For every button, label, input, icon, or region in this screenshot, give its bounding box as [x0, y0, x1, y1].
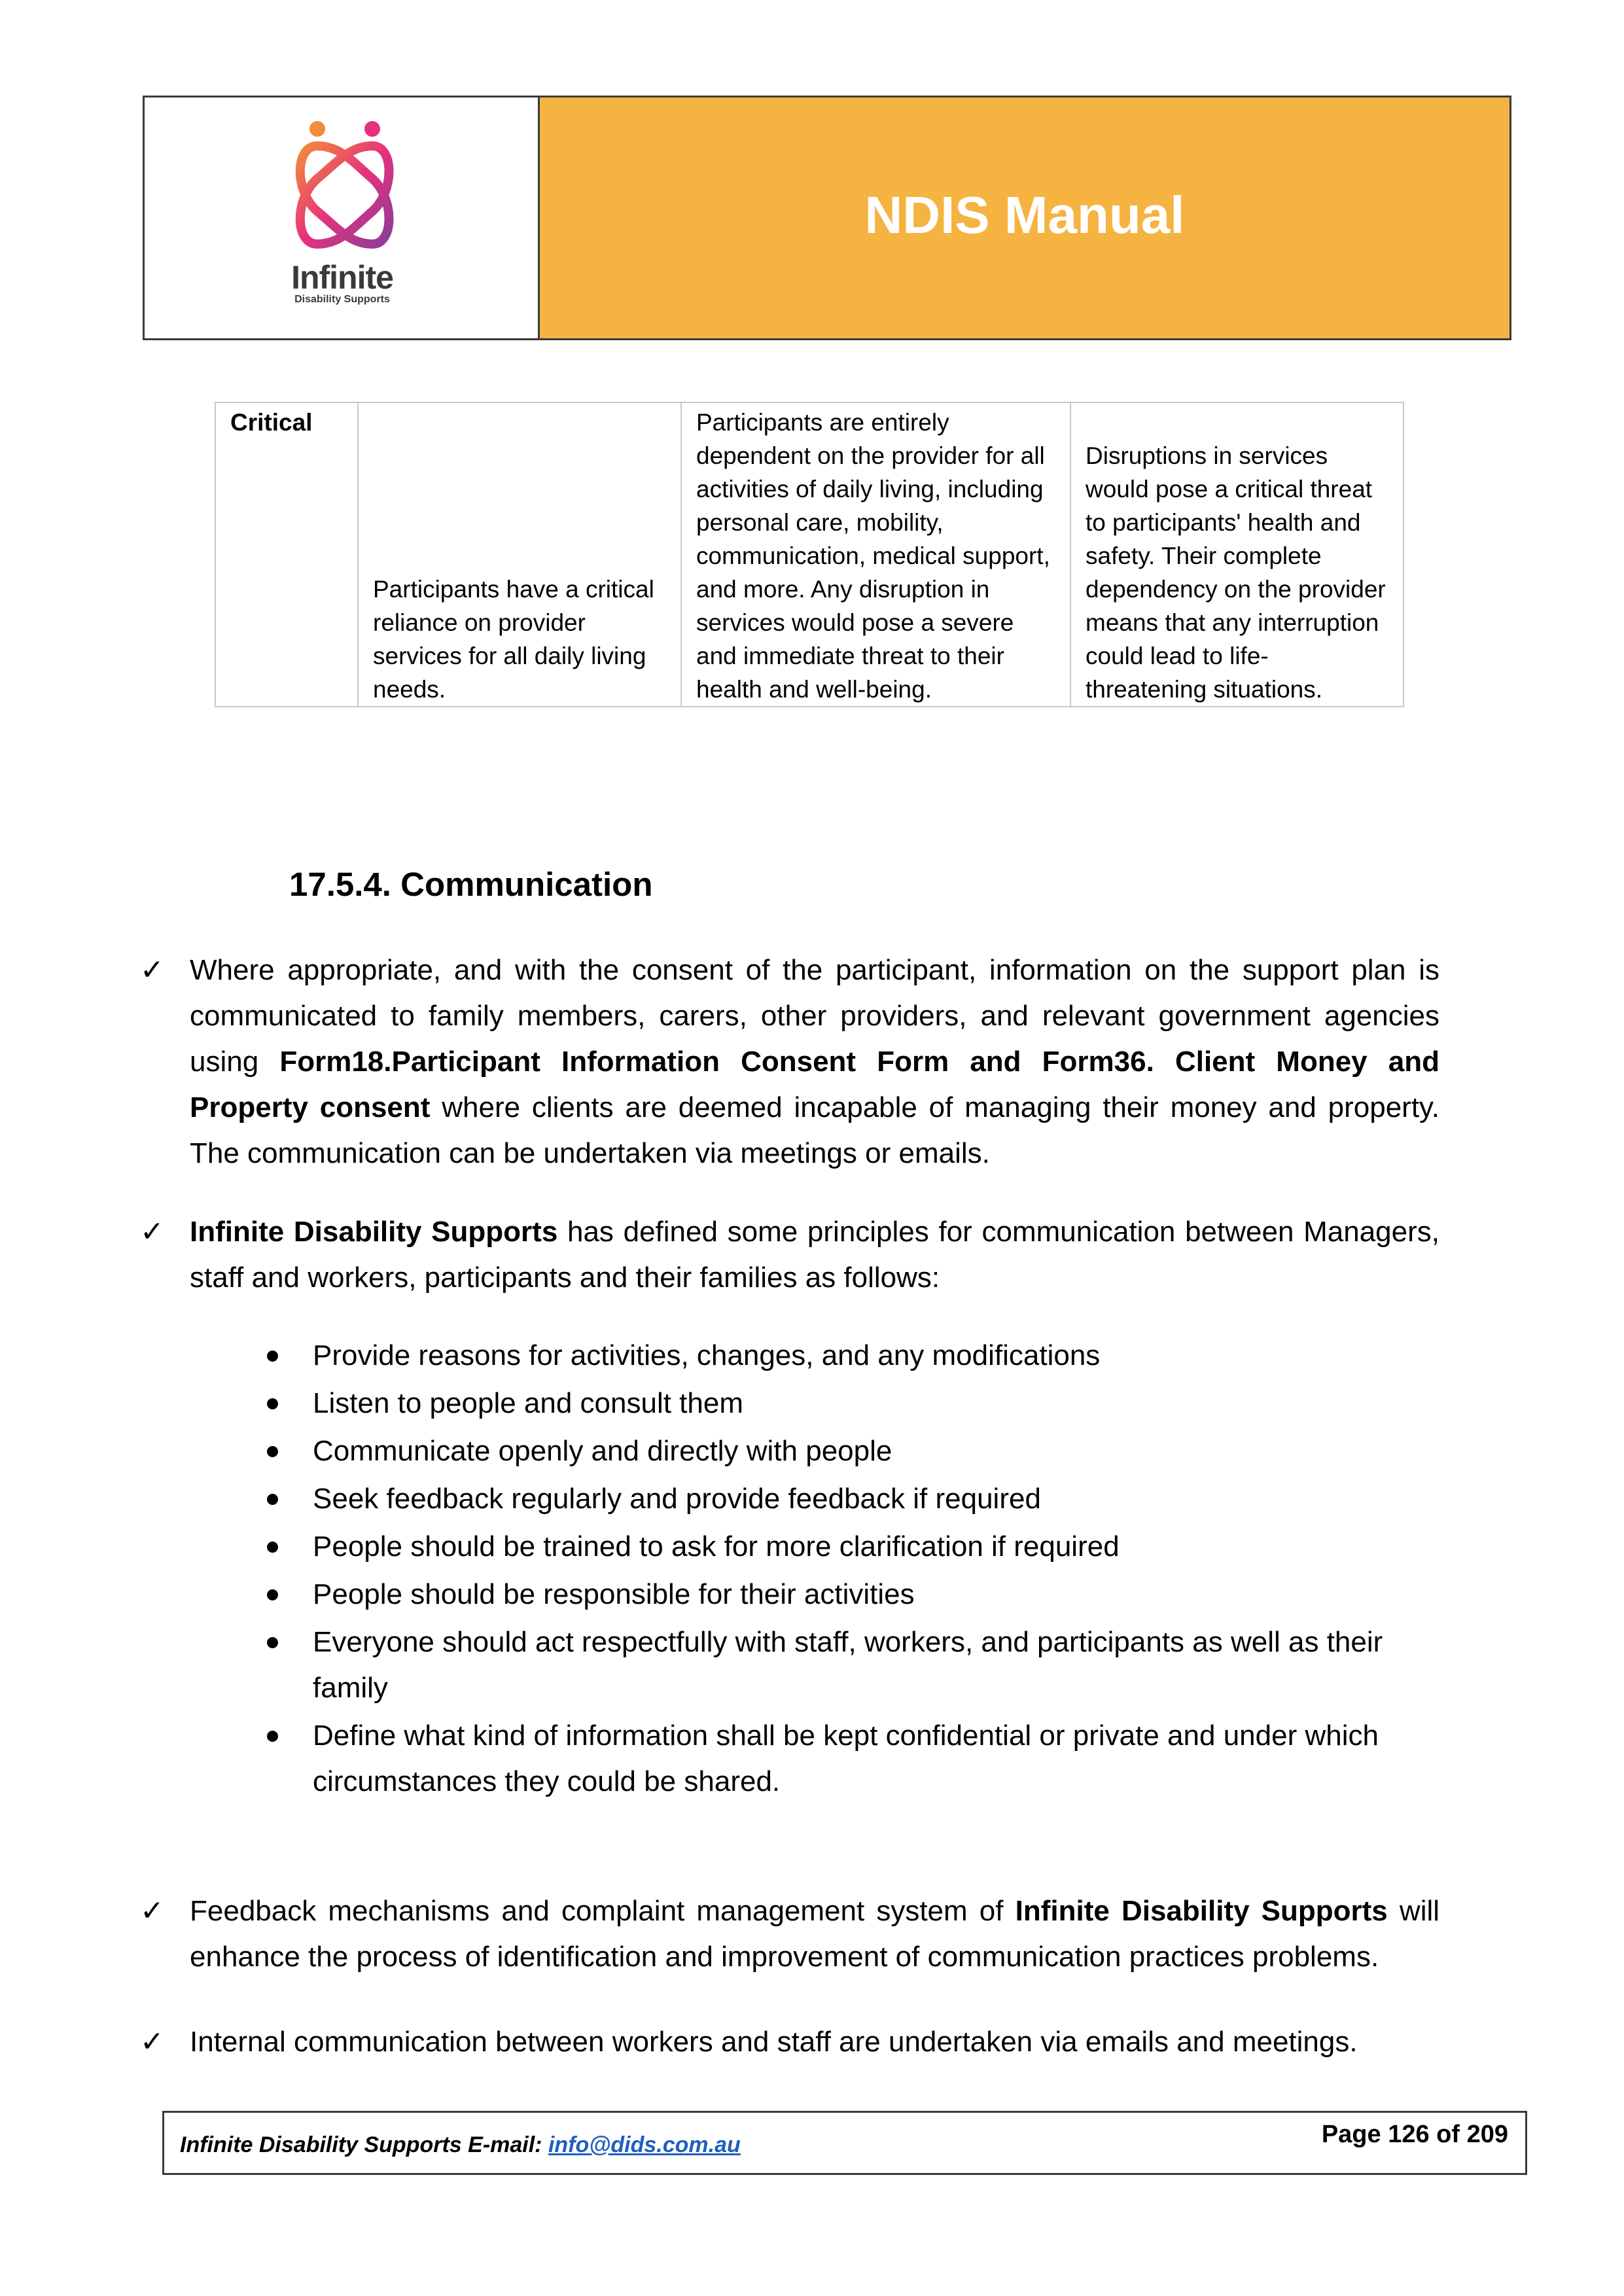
- document-title: NDIS Manual: [864, 186, 1185, 244]
- logo-cell: [145, 97, 540, 338]
- page-header: [143, 96, 1511, 340]
- list-item: [313, 1619, 1445, 1711]
- risk-rating-table: [215, 402, 1404, 707]
- paragraph-principles-org: Infinite Disability Supports: [190, 1216, 558, 1248]
- table-cell-impact: Disruptions in services would pose a critical threat to participants' health and safety. Their complete dependency on the provider means that any interruption could lead to life-threatening situations.: [1070, 402, 1403, 707]
- checkmark-icon: ✓: [140, 954, 164, 986]
- page-footer: [162, 2111, 1527, 2175]
- paragraph-internal: Internal communication between workers and staff are undertaken via emails and meetings.: [190, 2026, 1358, 2058]
- bullet-icon: [267, 1398, 278, 1409]
- paragraph-consent: [190, 947, 1439, 1176]
- bullet-icon: [267, 1446, 278, 1457]
- paragraph-feedback-org: Infinite Disability Supports: [1015, 1895, 1388, 1927]
- principles-list: [313, 1333, 1445, 1807]
- list-item-text: Seek feedback regularly and provide feedback if required: [313, 1483, 1041, 1515]
- paragraph-principles-text: has defined some principles for communication between Managers, staff and workers, participants and their families as follows:: [190, 1216, 1439, 1294]
- list-item: [313, 1572, 1445, 1617]
- list-item: [313, 1476, 1445, 1522]
- list-item-text: People should be trained to ask for more clarification if required: [313, 1530, 1120, 1563]
- list-item-text: Everyone should act respectfully with staff, workers, and participants as well as their family: [313, 1626, 1383, 1704]
- email-link[interactable]: info@dids.com.au: [548, 2132, 741, 2157]
- footer-label: Infinite Disability Supports E-mail:: [180, 2132, 548, 2157]
- bullet-icon: [267, 1542, 278, 1553]
- list-item: [313, 1524, 1445, 1570]
- paragraph-feedback-tail: will enhance the process of identification and improvement of communication practices problems.: [190, 1895, 1440, 1973]
- list-item-text: People should be responsible for their activities: [313, 1578, 915, 1610]
- paragraph-feedback-text: Feedback mechanisms and complaint management system of: [190, 1895, 1015, 1927]
- footer-contact: [180, 2132, 741, 2158]
- list-item: [313, 1428, 1445, 1474]
- list-item-text: Define what kind of information shall be kept confidential or private and under which circumstances they could be shared.: [313, 1720, 1379, 1797]
- paragraph-consent-text: Where appropriate, and with the consent of the participant, information on the support plan is communicated to family members, carers, other providers, and relevant government agencies using: [190, 954, 1439, 1078]
- table-cell-dependency: Participants are entirely dependent on the provider for all activities of daily living, including personal care, mobility, communication, medical support, and more. Any disruption in services would pose a severe and immediate threat to their health and well-being.: [681, 402, 1070, 707]
- table-cell-description: Participants have a critical reliance on provider services for all daily living needs.: [358, 402, 681, 707]
- list-item-text: Listen to people and consult them: [313, 1387, 744, 1419]
- paragraph-principles: [190, 1209, 1439, 1301]
- table-cell-level: Critical: [215, 402, 358, 707]
- list-item: [313, 1713, 1445, 1805]
- checkmark-icon: ✓: [140, 2026, 164, 2058]
- paragraph-consent-forms: Form18.Participant Information Consent Form and Form36. Client Money and Property consent: [190, 1046, 1439, 1123]
- page-number: Page 126 of 209: [1321, 2121, 1508, 2148]
- title-cell: [540, 97, 1509, 338]
- bullet-icon: [267, 1351, 278, 1362]
- checkmark-icon: ✓: [140, 1216, 164, 1248]
- table-row: [215, 402, 1403, 707]
- list-item-text: Provide reasons for activities, changes, and any modifications: [313, 1339, 1101, 1371]
- paragraph-feedback: [190, 1888, 1439, 1980]
- section-heading: 17.5.4. Communication: [289, 866, 653, 903]
- bullet-icon: [267, 1589, 278, 1600]
- list-item: [313, 1381, 1445, 1426]
- infinite-logo-icon: [291, 120, 396, 257]
- list-item: [313, 1333, 1445, 1379]
- bullet-icon: [267, 1637, 278, 1648]
- bullet-icon: [267, 1731, 278, 1742]
- bullet-icon: [267, 1494, 278, 1505]
- list-item-text: Communicate openly and directly with people: [313, 1435, 892, 1467]
- logo-subtitle: Disability Supports: [294, 294, 390, 305]
- paragraph-consent-tail: where clients are deemed incapable of managing their money and property. The communication can be undertaken via meetings or emails.: [190, 1091, 1440, 1169]
- logo-name: Infinite: [291, 259, 393, 296]
- checkmark-icon: ✓: [140, 1895, 164, 1927]
